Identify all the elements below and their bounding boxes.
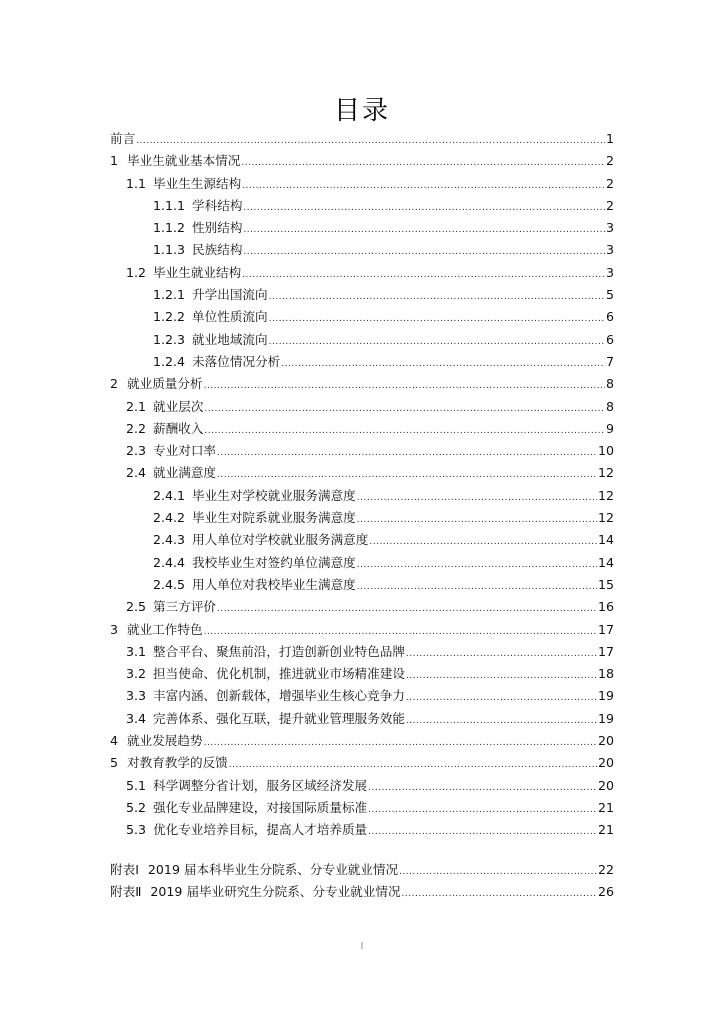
toc-entry-number: 1.1.1 — [153, 197, 186, 213]
toc-entry-number: 1.1.2 — [153, 220, 186, 236]
toc-entry-number: 3.1 — [126, 643, 147, 659]
toc-entry[interactable] — [110, 619, 614, 641]
toc-entry[interactable] — [110, 351, 614, 373]
toc-entry-title: 民族结构 — [192, 242, 243, 258]
toc-entry-number: 1.2 — [126, 264, 147, 280]
toc-leader-dots — [136, 130, 605, 152]
toc-entry-page: 10 — [597, 443, 614, 459]
toc-entry-title: 毕业生生源结构 — [153, 175, 242, 191]
toc-entry-title: 毕业生对院系就业服务满意度 — [192, 510, 356, 526]
toc-entry-title: 就业工作特色 — [127, 621, 203, 637]
toc-entry[interactable] — [110, 485, 614, 507]
toc-leader-dots — [281, 353, 605, 375]
toc-entry-title: 用人单位对我校毕业生满意度 — [192, 576, 356, 592]
toc-entry-page: 7 — [605, 353, 614, 369]
toc-entry-title: 就业层次 — [153, 398, 204, 414]
toc-leader-dots — [357, 576, 597, 598]
toc-entry-page: 19 — [597, 688, 614, 704]
toc-entry-page: 22 — [597, 861, 614, 877]
toc-entry[interactable] — [110, 574, 614, 596]
toc-entry-title: 丰富内涵、创新载体，增强毕业生核心竞争力 — [153, 688, 405, 704]
toc-leader-dots — [217, 598, 597, 620]
toc-entry-page: 3 — [605, 264, 614, 280]
toc-entry-page: 21 — [597, 799, 614, 815]
toc-entry-title: 完善体系、强化互联，提升就业管理服务效能 — [153, 710, 405, 726]
toc-entry-title: 专业对口率 — [153, 443, 216, 459]
toc-entry-page: 14 — [597, 532, 614, 548]
toc-entry-page: 12 — [597, 510, 614, 526]
toc-entry[interactable] — [110, 507, 614, 529]
toc-entry-title: 科学调整分省计划，服务区域经济发展 — [153, 777, 368, 793]
toc-entry-page: 26 — [597, 883, 614, 899]
toc-entry-title: 未落位情况分析 — [192, 353, 281, 369]
toc-entry[interactable] — [110, 819, 614, 841]
toc-entry-page: 6 — [605, 331, 614, 347]
toc-leader-dots — [204, 621, 597, 643]
toc-entry[interactable] — [110, 797, 614, 819]
toc-entry[interactable] — [110, 306, 614, 328]
toc-entry-number: 1.1 — [126, 175, 147, 191]
toc-entry-number: 2 — [110, 376, 119, 392]
toc-entry-number: 5.3 — [126, 822, 147, 838]
toc-entry-number: 5 — [110, 755, 119, 771]
toc-entry-number: 1.2.1 — [153, 287, 186, 303]
toc-entry[interactable] — [110, 641, 614, 663]
toc-entry[interactable] — [110, 663, 614, 685]
toc-entry-title: 就业地域流向 — [192, 331, 268, 347]
toc-entry-number: 2.2 — [126, 420, 147, 436]
toc-entry[interactable] — [110, 881, 614, 903]
toc-entry[interactable] — [110, 775, 614, 797]
toc-entry-title: 升学出国流向 — [192, 287, 268, 303]
toc-entry-number: 5.2 — [126, 799, 147, 815]
toc-entry[interactable] — [110, 462, 614, 484]
toc-entry[interactable] — [110, 552, 614, 574]
toc-leader-dots — [368, 777, 597, 799]
toc-entry-title: 对教育教学的反馈 — [127, 755, 228, 771]
toc-entry[interactable] — [110, 396, 614, 418]
toc-entry-number: 3.3 — [126, 688, 147, 704]
toc-leader-dots — [243, 219, 605, 241]
toc-entry[interactable] — [110, 329, 614, 351]
toc-entry-page: 2 — [605, 175, 614, 191]
toc-entry-page: 3 — [605, 242, 614, 258]
toc-leader-dots — [269, 286, 605, 308]
toc-entry-number: 附表Ⅰ — [110, 861, 139, 877]
toc-leader-dots — [204, 420, 605, 442]
toc-entry-page: 17 — [597, 621, 614, 637]
toc-entry[interactable] — [110, 596, 614, 618]
toc-entry-number: 2.4.5 — [153, 576, 186, 592]
toc-leader-dots — [406, 643, 597, 665]
toc-entry-page: 20 — [597, 777, 614, 793]
toc-entry-number: 2.4.1 — [153, 487, 186, 503]
toc-leader-dots — [204, 732, 597, 754]
table-of-contents — [110, 128, 614, 903]
toc-entry-title: 优化专业培养目标，提高人才培养质量 — [153, 822, 368, 838]
toc-entry-number: 1.2.2 — [153, 309, 186, 325]
toc-entry[interactable] — [110, 440, 614, 462]
toc-entry-page: 9 — [605, 420, 614, 436]
toc-leader-dots — [406, 665, 597, 687]
toc-entry-page: 2 — [605, 153, 614, 169]
toc-entry-title: 性别结构 — [192, 220, 243, 236]
toc-entry-title: 就业质量分析 — [127, 376, 203, 392]
toc-entry-page: 19 — [597, 710, 614, 726]
toc-entry-title: 就业发展趋势 — [127, 733, 203, 749]
toc-entry[interactable] — [110, 418, 614, 440]
toc-entry-title: 学科结构 — [192, 197, 243, 213]
toc-leader-dots — [402, 883, 597, 905]
toc-leader-dots — [241, 152, 605, 174]
toc-entry-number: 1 — [110, 153, 119, 169]
toc-leader-dots — [357, 509, 597, 531]
toc-entry-page: 8 — [605, 398, 614, 414]
toc-leader-dots — [217, 442, 597, 464]
toc-leader-dots — [243, 197, 605, 219]
toc-entry-page: 6 — [605, 309, 614, 325]
toc-entry-page: 3 — [605, 220, 614, 236]
toc-leader-dots — [204, 398, 605, 420]
toc-leader-dots — [229, 754, 597, 776]
toc-entry-page: 20 — [597, 733, 614, 749]
toc-entry-page: 8 — [605, 376, 614, 392]
toc-entry[interactable] — [110, 708, 614, 730]
toc-entry[interactable] — [110, 262, 614, 284]
toc-entry-number: 3.4 — [126, 710, 147, 726]
toc-entry[interactable] — [110, 859, 614, 881]
toc-entry[interactable] — [110, 685, 614, 707]
toc-entry-page: 12 — [597, 465, 614, 481]
toc-leader-dots — [406, 687, 597, 709]
toc-entry-page: 17 — [597, 643, 614, 659]
toc-entry-number: 3.2 — [126, 666, 147, 682]
toc-entry-number: 1.2.3 — [153, 331, 186, 347]
toc-entry-page: 18 — [597, 666, 614, 682]
toc-entry-title: 毕业生对学校就业服务满意度 — [192, 487, 356, 503]
toc-entry-number: 2.5 — [126, 599, 147, 615]
toc-entry-number: 2.4.4 — [153, 554, 186, 570]
toc-leader-dots — [217, 464, 597, 486]
toc-leader-dots — [357, 554, 597, 576]
toc-entry-number: 2.1 — [126, 398, 147, 414]
toc-entry[interactable] — [110, 150, 614, 172]
toc-entry-page: 5 — [605, 287, 614, 303]
toc-entry-number: 1.2.4 — [153, 353, 186, 369]
toc-entry-page: 2 — [605, 197, 614, 213]
page-title: 目录 — [333, 96, 390, 126]
toc-entry-title: 我校毕业生对签约单位满意度 — [192, 554, 356, 570]
toc-entry[interactable] — [110, 529, 614, 551]
toc-leader-dots — [242, 175, 605, 197]
toc-entry-title: 单位性质流向 — [192, 309, 268, 325]
toc-entry-page: 16 — [597, 599, 614, 615]
toc-entry-number: 2.4.2 — [153, 510, 186, 526]
toc-leader-dots — [204, 375, 605, 397]
toc-leader-dots — [243, 241, 605, 263]
toc-leader-dots — [369, 531, 597, 553]
toc-entry[interactable] — [110, 752, 614, 774]
toc-entry-number: 2.4 — [126, 465, 147, 481]
toc-entry-page: 15 — [597, 576, 614, 592]
toc-entry-title: 用人单位对学校就业服务满意度 — [192, 532, 369, 548]
toc-entry-title: 第三方评价 — [153, 599, 216, 615]
toc-entry-title: 担当使命、优化机制，推进就业市场精准建设 — [153, 666, 405, 682]
toc-entry-title: 毕业生就业结构 — [153, 264, 242, 280]
toc-leader-dots — [368, 821, 597, 843]
toc-entry[interactable] — [110, 195, 614, 217]
toc-entry-title: 就业满意度 — [153, 465, 216, 481]
toc-entry-title: 2019 届本科毕业生分院系、分专业就业情况 — [147, 861, 399, 877]
toc-entry-number: 2.4.3 — [153, 532, 186, 548]
toc-entry[interactable] — [110, 239, 614, 261]
toc-entry[interactable] — [110, 373, 614, 395]
toc-leader-dots — [368, 799, 597, 821]
toc-leader-dots — [269, 308, 605, 330]
toc-entry-number: 附表Ⅱ — [110, 883, 142, 899]
toc-entry-number: 5.1 — [126, 777, 147, 793]
toc-entry-page: 12 — [597, 487, 614, 503]
toc-entry-title: 毕业生就业基本情况 — [127, 153, 241, 169]
toc-entry[interactable] — [110, 128, 614, 150]
toc-entry[interactable] — [110, 284, 614, 306]
toc-entry-page: 20 — [597, 755, 614, 771]
toc-entry-number: 4 — [110, 733, 119, 749]
toc-entry-title: 强化专业品牌建设，对接国际质量标准 — [153, 799, 368, 815]
toc-leader-dots — [357, 487, 597, 509]
toc-entry-number: 1.1.3 — [153, 242, 186, 258]
toc-entry-page: 1 — [605, 131, 614, 146]
toc-leader-dots — [269, 331, 605, 353]
toc-leader-dots — [406, 710, 597, 732]
toc-entry-number: 2.3 — [126, 443, 147, 459]
toc-entry-number: 3 — [110, 621, 119, 637]
toc-entry-page: 14 — [597, 554, 614, 570]
toc-entry[interactable] — [110, 217, 614, 239]
toc-leader-dots — [399, 861, 597, 883]
toc-entry-title: 薪酬收入 — [153, 420, 204, 436]
toc-leader-dots — [242, 264, 605, 286]
toc-entry-title: 2019 届毕业研究生分院系、分专业就业情况 — [150, 883, 401, 899]
toc-entry-title: 整合平台、聚焦前沿，打造创新创业特色品牌 — [153, 643, 405, 659]
toc-entry[interactable] — [110, 173, 614, 195]
toc-entry-title: 前言 — [110, 131, 136, 146]
toc-entry-page: 21 — [597, 822, 614, 838]
toc-entry[interactable] — [110, 730, 614, 752]
page-number: I — [360, 941, 364, 952]
